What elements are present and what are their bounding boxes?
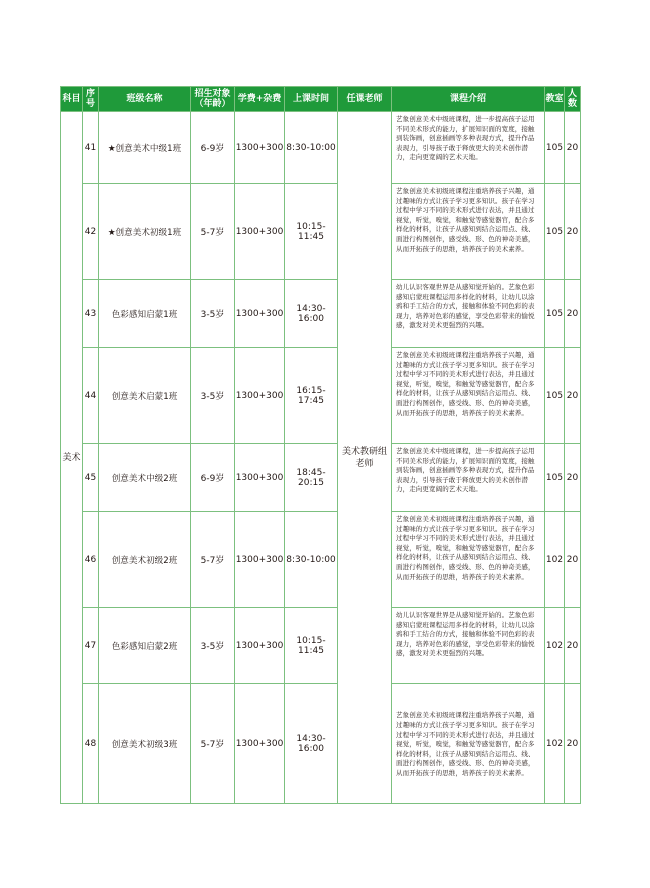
age-cell: 6-9岁	[191, 112, 235, 184]
count-cell: 20	[565, 112, 581, 184]
class-name-cell: 创意美术启蒙1班	[99, 348, 191, 444]
table-row	[61, 348, 581, 444]
age-cell: 3-5岁	[191, 608, 235, 684]
intro-cell: 艺象创意美术初级班课程注重培养孩子兴趣，通过趣味的方式让孩子学习更多知识。孩子在学习过程中学习不同的美术形式进行表达，并且通过视觉，听觉，嗅觉，和触觉等感觉器官，配合多样化的材料，让孩子从感知到结合运用点、线、面进行构图创作，感受线、形、色的神奇美感，从而开拓孩子的思维，培养孩子的美术素养。	[392, 512, 545, 608]
intro-cell: 艺象创意美术中级班课程，进一步提高孩子运用不同美术形式的能力，扩展知识面的宽度，接触到装饰画，创意插画等多种表现方式，提升作品表现力，引导孩子敢于释放更大的美术创作潜力，走向更宽阔的艺术天地。	[392, 444, 545, 512]
seq-cell: 48	[83, 684, 99, 804]
class-name-cell: ★创意美术初级1班	[99, 184, 191, 280]
header-count: 人数	[565, 87, 581, 112]
seq-cell: 41	[83, 112, 99, 184]
count-cell: 20	[565, 608, 581, 684]
table-row	[61, 112, 581, 184]
count-cell: 20	[565, 184, 581, 280]
time-cell: 10:15-11:45	[285, 608, 338, 684]
time-cell: 8:30-10:00	[285, 112, 338, 184]
intro-cell: 幼儿认识客观世界是从感知觉开始的。艺象色彩感知启蒙班课程运用多样化的材料，让幼儿以涂鸦和手工结合的方式，接触和体验不同色彩的表现力，培养对色彩的感觉，享受色彩带来的愉悦感，激发对美术更强烈的兴趣。	[392, 280, 545, 348]
fee-cell: 1300+300	[235, 280, 285, 348]
intro-cell: 幼儿认识客观世界是从感知觉开始的。艺象色彩感知启蒙班课程运用多样化的材料，让幼儿以涂鸦和手工结合的方式，接触和体验不同色彩的表现力，培养对色彩的感觉，享受色彩带来的愉悦感，激发对美术更强烈的兴趣。	[392, 608, 545, 684]
intro-cell: 艺象创意美术中级班课程，进一步提高孩子运用不同美术形式的能力，扩展知识面的宽度，接触到装饰画，创意插画等多种表现方式，提升作品表现力，引导孩子敢于释放更大的美术创作潜力，走向更宽阔的艺术天地。	[392, 112, 545, 184]
table-row	[61, 444, 581, 512]
table-row	[61, 184, 581, 280]
intro-cell: 艺象创意美术初级班课程注重培养孩子兴趣，通过趣味的方式让孩子学习更多知识。孩子在学习过程中学习不同的美术形式进行表达，并且通过视觉，听觉，嗅觉，和触觉等感觉器官，配合多样化的材料，让孩子从感知到结合运用点、线、面进行构图创作，感受线、形、色的神奇美感，从而开拓孩子的思维，培养孩子的美术素养。	[392, 348, 545, 444]
table-row	[61, 608, 581, 684]
age-cell: 5-7岁	[191, 684, 235, 804]
class-name-cell: 创意美术初级2班	[99, 512, 191, 608]
fee-cell: 1300+300	[235, 348, 285, 444]
age-cell: 3-5岁	[191, 280, 235, 348]
class-name-cell: ★创意美术中级1班	[99, 112, 191, 184]
header-teacher: 任课老师	[338, 87, 392, 112]
room-cell: 102	[545, 512, 565, 608]
table-row	[61, 684, 581, 804]
seq-cell: 43	[83, 280, 99, 348]
fee-cell: 1300+300	[235, 444, 285, 512]
intro-cell: 艺象创意美术初级班课程注重培养孩子兴趣，通过趣味的方式让孩子学习更多知识。孩子在学习过程中学习不同的美术形式进行表达，并且通过视觉，听觉，嗅觉，和触觉等感觉器官，配合多样化的材料，让孩子从感知到结合运用点、线、面进行构图创作，感受线、形、色的神奇美感，从而开拓孩子的思维，培养孩子的美术素养。	[392, 184, 545, 280]
seq-cell: 47	[83, 608, 99, 684]
fee-cell: 1300+300	[235, 112, 285, 184]
room-cell: 105	[545, 444, 565, 512]
count-cell: 20	[565, 348, 581, 444]
header-subject: 科目	[61, 87, 83, 112]
count-cell: 20	[565, 684, 581, 804]
header-time: 上课时间	[285, 87, 338, 112]
seq-cell: 42	[83, 184, 99, 280]
header-room: 教室	[545, 87, 565, 112]
class-name-cell: 色彩感知启蒙1班	[99, 280, 191, 348]
fee-cell: 1300+300	[235, 184, 285, 280]
count-cell: 20	[565, 512, 581, 608]
header-row	[61, 87, 581, 112]
age-cell: 5-7岁	[191, 512, 235, 608]
subject-cell: 美术	[61, 112, 83, 804]
count-cell: 20	[565, 280, 581, 348]
fee-cell: 1300+300	[235, 608, 285, 684]
room-cell: 105	[545, 184, 565, 280]
room-cell: 105	[545, 280, 565, 348]
seq-cell: 44	[83, 348, 99, 444]
count-cell: 20	[565, 444, 581, 512]
class-name-cell: 色彩感知启蒙2班	[99, 608, 191, 684]
table-row	[61, 512, 581, 608]
room-cell: 102	[545, 608, 565, 684]
time-cell: 18:45-20:15	[285, 444, 338, 512]
time-cell: 14:30-16:00	[285, 280, 338, 348]
age-cell: 3-5岁	[191, 348, 235, 444]
header-class-name: 班级名称	[99, 87, 191, 112]
age-cell: 5-7岁	[191, 184, 235, 280]
fee-cell: 1300+300	[235, 684, 285, 804]
time-cell: 16:15-17:45	[285, 348, 338, 444]
header-intro: 课程介绍	[392, 87, 545, 112]
header-fee: 学费+杂费	[235, 87, 285, 112]
header-age: 招生对象（年龄）	[191, 87, 235, 112]
header-seq: 序号	[83, 87, 99, 112]
table-row	[61, 280, 581, 348]
time-cell: 10:15-11:45	[285, 184, 338, 280]
course-schedule-table	[60, 86, 581, 804]
room-cell: 105	[545, 348, 565, 444]
room-cell: 105	[545, 112, 565, 184]
class-name-cell: 创意美术中级2班	[99, 444, 191, 512]
time-cell: 8:30-10:00	[285, 512, 338, 608]
class-name-cell: 创意美术初级3班	[99, 684, 191, 804]
intro-cell: 艺象创意美术初级班课程注重培养孩子兴趣，通过趣味的方式让孩子学习更多知识。孩子在学习过程中学习不同的美术形式进行表达，并且通过视觉，听觉，嗅觉，和触觉等感觉器官，配合多样化的材料，让孩子从感知到结合运用点、线、面进行构图创作，感受线、形、色的神奇美感，从而开拓孩子的思维，培养孩子的美术素养。	[392, 684, 545, 804]
seq-cell: 45	[83, 444, 99, 512]
fee-cell: 1300+300	[235, 512, 285, 608]
room-cell: 102	[545, 684, 565, 804]
age-cell: 6-9岁	[191, 444, 235, 512]
time-cell: 14:30-16:00	[285, 684, 338, 804]
seq-cell: 46	[83, 512, 99, 608]
teacher-cell: 美术教研组老师	[338, 112, 392, 804]
